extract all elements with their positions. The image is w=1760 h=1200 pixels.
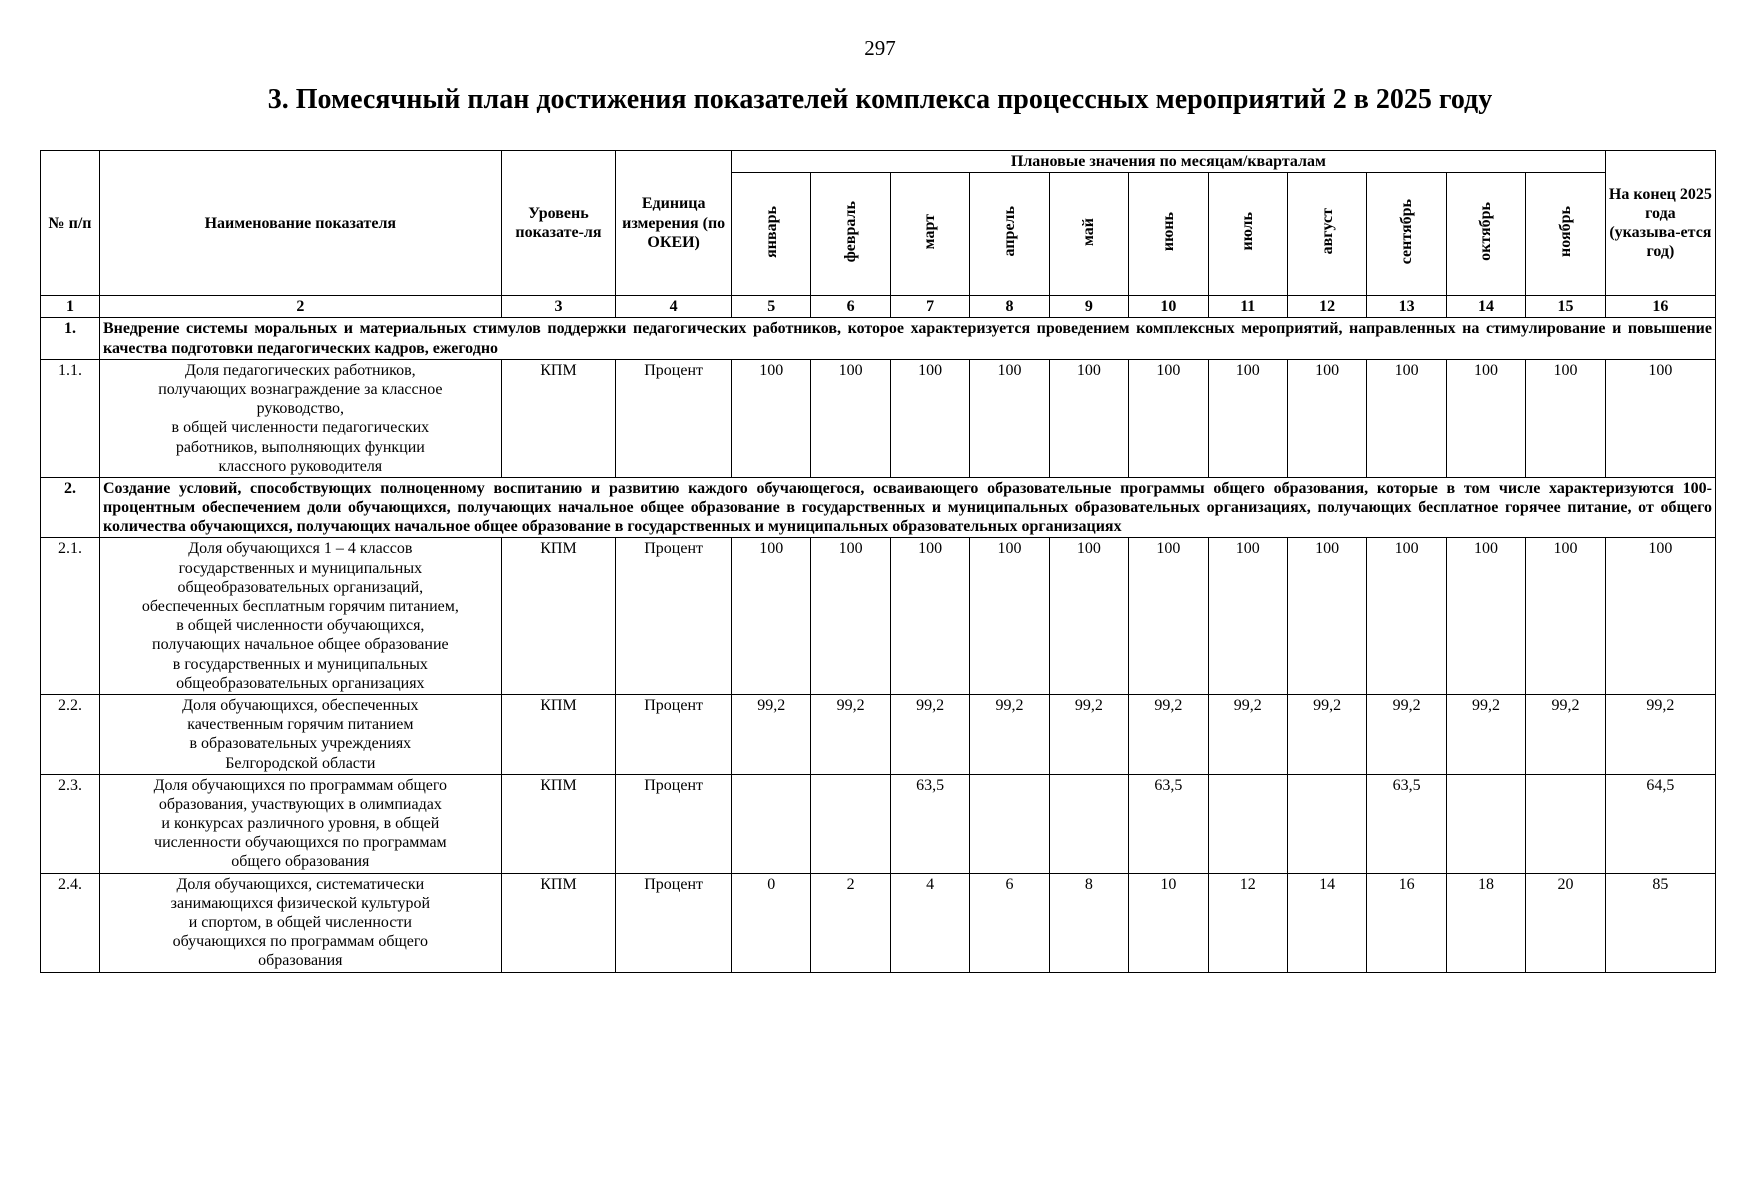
column-number: 2 [100, 296, 502, 318]
month-value: 63,5 [1367, 774, 1446, 873]
column-number: 3 [501, 296, 616, 318]
month-value: 2 [811, 873, 890, 972]
month-value: 100 [1446, 359, 1525, 477]
column-number: 14 [1446, 296, 1525, 318]
month-value: 100 [811, 359, 890, 477]
month-value [1446, 774, 1525, 873]
month-value: 100 [732, 538, 811, 695]
column-number: 11 [1208, 296, 1287, 318]
indicator-name-line: получающих вознаграждение за классное [158, 380, 443, 398]
indicator-name-line: и конкурсах различного уровня, в общей [161, 815, 440, 833]
month-value: 100 [970, 538, 1049, 695]
header-month [811, 173, 890, 296]
indicator-name-line: в образовательных учреждениях [189, 735, 412, 753]
month-value [1208, 774, 1287, 873]
month-value: 20 [1526, 873, 1606, 972]
month-value [811, 774, 890, 873]
indicator-level: КПМ [501, 873, 616, 972]
column-number: 16 [1605, 296, 1715, 318]
month-value: 99,2 [1526, 694, 1606, 774]
month-value: 100 [890, 538, 969, 695]
header-month-label: июнь [1159, 212, 1177, 252]
header-month-label: март [921, 213, 939, 250]
month-value: 0 [732, 873, 811, 972]
end-of-year-value: 64,5 [1605, 774, 1715, 873]
month-value: 99,2 [1287, 694, 1366, 774]
indicator-name-line: Доля педагогических работников, [185, 361, 416, 379]
indicator-name-line: занимающихся физической культурой [170, 894, 431, 912]
indicator-name [100, 359, 502, 477]
indicator-level: КПМ [501, 774, 616, 873]
month-value: 18 [1446, 873, 1525, 972]
indicator-name [100, 873, 502, 972]
column-numbers-row [41, 296, 1716, 318]
header-month [1446, 173, 1525, 296]
month-value: 100 [732, 359, 811, 477]
header-no: № п/п [41, 151, 100, 296]
month-value [1049, 774, 1128, 873]
indicator-level: КПМ [501, 694, 616, 774]
indicator-name-line: Доля обучающихся, систематически [176, 875, 425, 893]
indicator-name-line: Доля обучающихся по программам общего [153, 776, 448, 794]
indicator-row [41, 359, 1716, 477]
header-month-label: сентябрь [1398, 198, 1415, 265]
month-value: 100 [1208, 538, 1287, 695]
end-of-year-value: 85 [1605, 873, 1715, 972]
end-of-year-value: 100 [1605, 538, 1715, 695]
month-value: 10 [1129, 873, 1208, 972]
section-text: Создание условий, способствующих полноценному воспитанию и развитию каждого обучающегося, осваивающего образовательные программы общего образования, которые в том числе характеризуются 100-процентным обеспечением доли обучающихся, получающих начальное общее образование в государственных и муниципальных образовательных организациях, получающих бесплатное горячее питание, от общего количества обучающихся, получающих начальное общее образование в государственных и муниципальных образовательных организациях [100, 477, 1716, 538]
month-value: 100 [1367, 359, 1446, 477]
indicator-name-line: численности обучающихся по программам [154, 834, 447, 852]
month-value: 100 [1526, 359, 1606, 477]
indicator-name-line: в общей численности педагогических [171, 419, 430, 437]
header-month [1049, 173, 1128, 296]
month-value: 99,2 [970, 694, 1049, 774]
indicator-no: 1.1. [41, 359, 100, 477]
month-value [1526, 774, 1606, 873]
indicator-name-line: государственных и муниципальных [178, 559, 423, 577]
indicator-name-line: классного руководителя [218, 457, 383, 475]
indicator-unit: Процент [616, 694, 732, 774]
header-level: Уровень показате-ля [501, 151, 616, 296]
indicator-row [41, 538, 1716, 695]
month-value: 99,2 [1049, 694, 1128, 774]
indicator-level: КПМ [501, 538, 616, 695]
indicator-name-line: обучающихся по программам общего [172, 933, 429, 951]
indicator-name-line: Белгородской области [225, 754, 376, 772]
header-month [970, 173, 1049, 296]
column-number: 5 [732, 296, 811, 318]
month-value: 16 [1367, 873, 1446, 972]
month-value: 12 [1208, 873, 1287, 972]
indicator-row [41, 873, 1716, 972]
column-number: 8 [970, 296, 1049, 318]
month-value: 8 [1049, 873, 1128, 972]
indicator-name-line: образования, участвующих в олимпиадах [158, 795, 442, 813]
header-month-label: октябрь [1477, 202, 1495, 262]
indicator-name-line: общеобразовательных организаций, [177, 578, 424, 596]
indicator-unit: Процент [616, 538, 732, 695]
header-month-label: май [1080, 217, 1098, 246]
indicator-name [100, 774, 502, 873]
month-value [970, 774, 1049, 873]
month-value: 100 [970, 359, 1049, 477]
month-value: 100 [1049, 359, 1128, 477]
indicator-name-line: Доля обучающихся, обеспеченных [182, 696, 419, 714]
indicator-unit: Процент [616, 774, 732, 873]
column-number: 12 [1287, 296, 1366, 318]
month-value: 100 [1049, 538, 1128, 695]
month-value: 99,2 [890, 694, 969, 774]
month-value: 99,2 [732, 694, 811, 774]
section-no: 2. [41, 477, 100, 538]
month-value: 100 [1367, 538, 1446, 695]
indicator-no: 2.2. [41, 694, 100, 774]
indicator-name-line: общеобразовательных организациях [176, 674, 425, 692]
indicator-name-line: получающих начальное общее образование [152, 636, 449, 654]
section-no: 1. [41, 318, 100, 359]
header-month [1287, 173, 1366, 296]
header-month [890, 173, 969, 296]
indicator-name-line: руководство, [256, 400, 345, 418]
indicator-no: 2.3. [41, 774, 100, 873]
header-end-of-year: На конец 2025 года (указыва-ется год) [1605, 151, 1715, 296]
section-text: Внедрение системы моральных и материальных стимулов поддержки педагогических работников, которое характеризуется проведением комплексных мероприятий, направленных на стимулирование и повышение качества подготовки педагогических кадров, ежегодно [100, 318, 1716, 359]
month-value: 100 [1446, 538, 1525, 695]
header-name: Наименование показателя [100, 151, 502, 296]
month-value: 99,2 [1208, 694, 1287, 774]
page-number: 297 [864, 36, 896, 60]
header-unit: Единица измерения (по ОКЕИ) [616, 151, 732, 296]
header-month-label: июль [1239, 212, 1257, 251]
month-value: 4 [890, 873, 969, 972]
month-value: 63,5 [1129, 774, 1208, 873]
month-value: 100 [1208, 359, 1287, 477]
indicator-unit: Процент [616, 873, 732, 972]
indicator-name-line: и спортом, в общей численности [188, 914, 412, 931]
indicator-name-line: общего образования [231, 853, 370, 871]
header-month [732, 173, 811, 296]
month-value: 100 [811, 538, 890, 695]
indicator-no: 2.1. [41, 538, 100, 695]
indicator-unit: Процент [616, 359, 732, 477]
indicator-name-line: образования [258, 952, 343, 970]
month-value: 100 [1526, 538, 1606, 695]
indicator-name-line: в общей численности обучающихся, [176, 617, 425, 635]
indicator-row [41, 774, 1716, 873]
header-month [1367, 173, 1446, 296]
indicator-name [100, 538, 502, 695]
header-row [41, 151, 1716, 173]
month-value: 99,2 [1446, 694, 1525, 774]
month-value: 100 [1129, 359, 1208, 477]
section-row [41, 318, 1716, 359]
indicator-name [100, 694, 502, 774]
indicator-name-line: в государственных и муниципальных [172, 655, 428, 673]
column-number: 13 [1367, 296, 1446, 318]
month-value: 99,2 [811, 694, 890, 774]
header-month-label: август [1318, 208, 1336, 255]
month-value [732, 774, 811, 873]
month-value: 100 [1287, 538, 1366, 695]
header-month [1208, 173, 1287, 296]
header-planned-values: Плановые значения по месяцам/кварталам [732, 151, 1606, 173]
section-row [41, 477, 1716, 538]
header-month-label: февраль [842, 200, 860, 263]
end-of-year-value: 99,2 [1605, 694, 1715, 774]
indicator-name-line: обеспеченных бесплатным горячим питанием, [141, 598, 459, 615]
indicator-level: КПМ [501, 359, 616, 477]
month-value: 99,2 [1129, 694, 1208, 774]
month-value: 100 [1287, 359, 1366, 477]
month-value: 100 [1129, 538, 1208, 695]
indicator-row [41, 694, 1716, 774]
monthly-plan-table [40, 150, 1716, 973]
header-month [1129, 173, 1208, 296]
column-number: 7 [890, 296, 969, 318]
column-number: 10 [1129, 296, 1208, 318]
month-value: 14 [1287, 873, 1366, 972]
column-number: 1 [41, 296, 100, 318]
month-value: 100 [890, 359, 969, 477]
header-month-label: ноябрь [1556, 206, 1574, 258]
indicator-name-line: работников, выполняющих функции [175, 438, 425, 456]
document-title: 3. Помесячный план достижения показателей комплекса процессных мероприятий 2 в 2025 году [267, 84, 1493, 115]
indicator-name-line: Доля обучающихся 1 – 4 классов [188, 540, 413, 558]
month-value [1287, 774, 1366, 873]
column-number: 4 [616, 296, 732, 318]
end-of-year-value: 100 [1605, 359, 1715, 477]
header-month [1526, 173, 1606, 296]
indicator-no: 2.4. [41, 873, 100, 972]
month-value: 99,2 [1367, 694, 1446, 774]
indicator-name-line: качественным горячим питанием [187, 716, 414, 734]
month-value: 6 [970, 873, 1049, 972]
month-value: 63,5 [890, 774, 969, 873]
column-number: 6 [811, 296, 890, 318]
header-month-label: январь [762, 205, 780, 258]
column-number: 9 [1049, 296, 1128, 318]
column-number: 15 [1526, 296, 1606, 318]
header-month-label: апрель [1000, 206, 1018, 257]
